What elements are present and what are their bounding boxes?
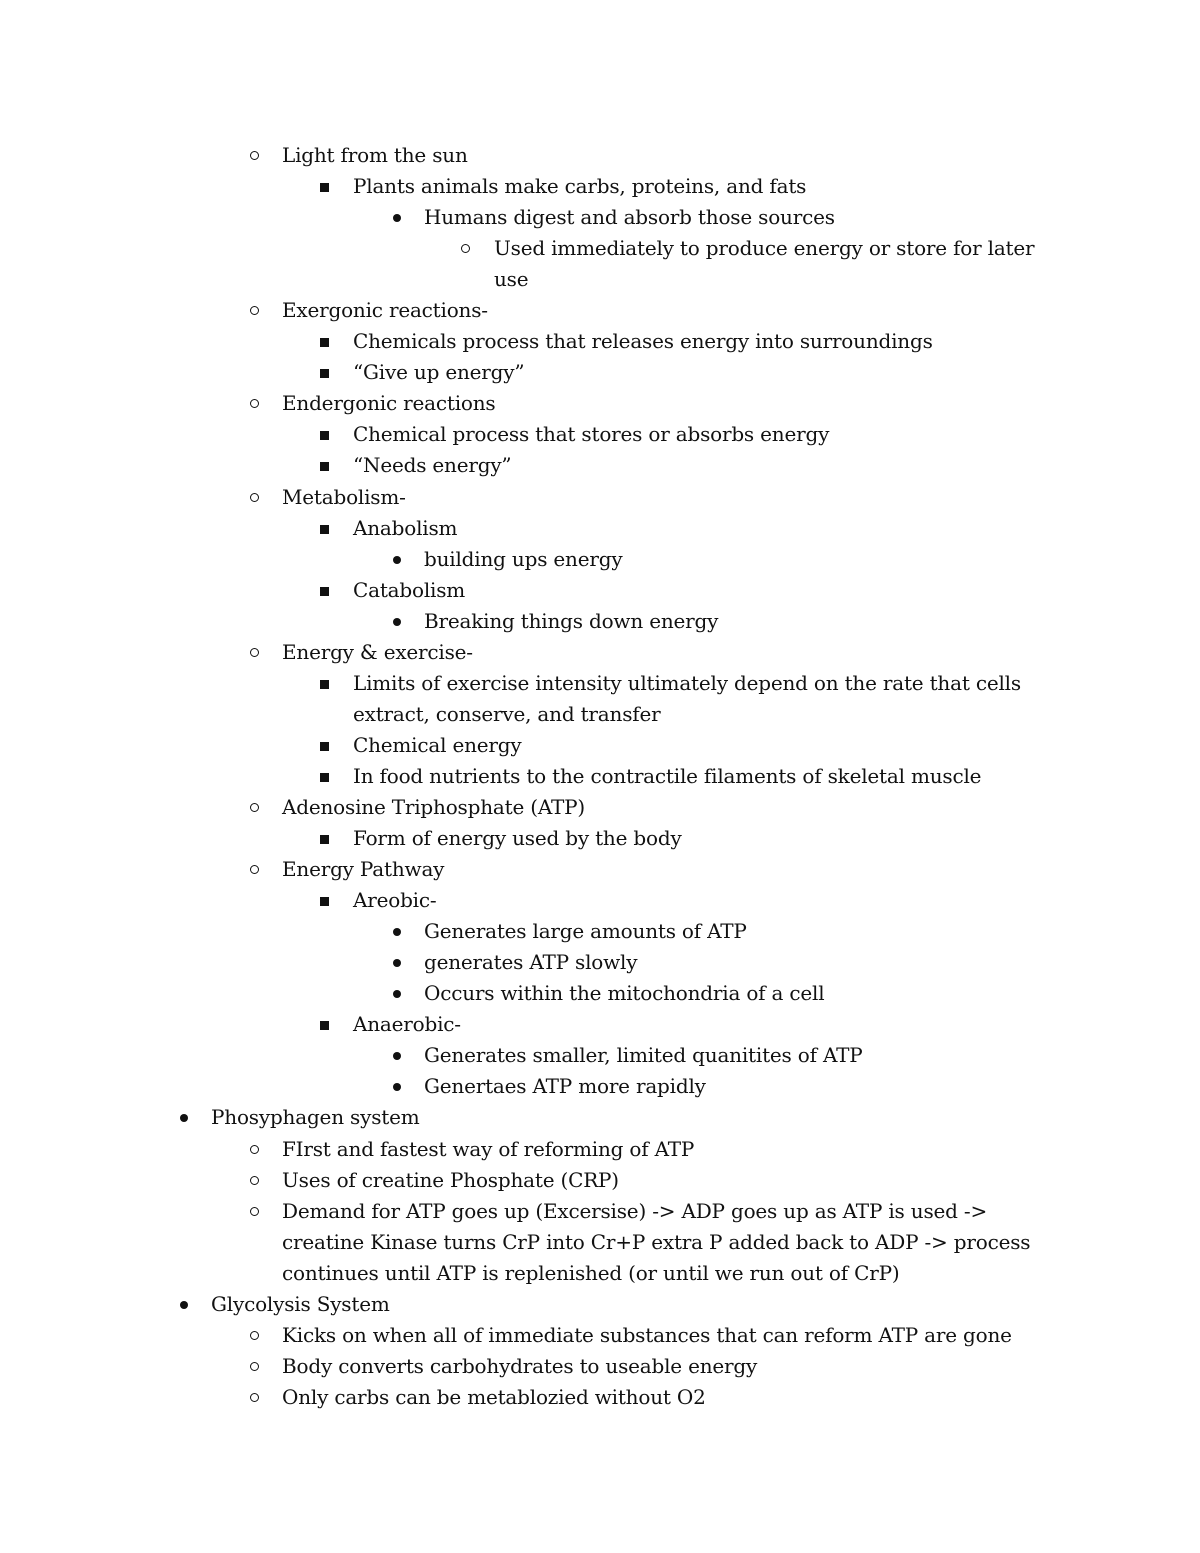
- outline-item-text: Energy Pathway: [282, 857, 445, 882]
- outline-item: [0, 140, 1200, 171]
- outline-item: [0, 1165, 1200, 1196]
- outline-item-text: Exergonic reactions-: [282, 298, 488, 323]
- square-bullet-icon: [317, 885, 337, 916]
- outline-item: [0, 1382, 1200, 1413]
- outline-item: [0, 668, 1200, 699]
- outline-item-text: Body converts carbohydrates to useable energy: [282, 1353, 758, 1378]
- circle-bullet-icon: [247, 1165, 267, 1196]
- outline-item-text: Generates smaller, limited quanitites of ATP: [424, 1043, 863, 1068]
- outline-item-text: Chemical process that stores or absorbs energy: [353, 422, 830, 447]
- outline-item: [0, 202, 1200, 233]
- disc-bullet-icon: [175, 1289, 195, 1320]
- square-bullet-icon: [317, 823, 337, 854]
- outline-item: [0, 1289, 1200, 1320]
- outline-item-text: Genertaes ATP more rapidly: [424, 1074, 706, 1099]
- outline-item: [0, 419, 1200, 450]
- outline-item: [0, 947, 1200, 978]
- outline-item: [0, 1040, 1200, 1071]
- outline-item: [0, 388, 1200, 419]
- outline-item-text: Light from the sun: [282, 143, 468, 167]
- outline-item-text: Areobic-: [353, 888, 437, 913]
- outline-item-text: Glycolysis System: [211, 1291, 390, 1316]
- outline-item: [0, 606, 1200, 637]
- outline-item-text: Occurs within the mitochondria of a cell: [424, 981, 825, 1006]
- circle-bullet-icon: [247, 1196, 267, 1227]
- outline-item: [0, 575, 1200, 606]
- outline-item-text: Phosyphagen system: [211, 1105, 420, 1130]
- outline-item-text: extract, conserve, and transfer: [353, 701, 661, 726]
- disc-bullet-icon: [388, 1040, 408, 1071]
- disc-bullet-icon: [388, 606, 408, 637]
- outline-item: [0, 1351, 1200, 1382]
- outline-item-text: Anabolism: [353, 515, 458, 540]
- circle-bullet-icon: [247, 482, 267, 513]
- circle-bullet-icon: [247, 295, 267, 326]
- circle-bullet-icon: [247, 1382, 267, 1413]
- disc-bullet-icon: [175, 1102, 195, 1133]
- outline-continuation-line: [0, 699, 1200, 730]
- outline-continuation-line: [0, 264, 1200, 295]
- square-bullet-icon: [317, 171, 337, 202]
- outline-item: [0, 357, 1200, 388]
- outline-item: [0, 792, 1200, 823]
- outline-item-text: Endergonic reactions: [282, 391, 496, 416]
- outline-item-text: Used immediately to produce energy or store for later: [494, 236, 1035, 261]
- outline-item-text: Form of energy used by the body: [353, 826, 682, 851]
- disc-bullet-icon: [388, 202, 408, 233]
- square-bullet-icon: [317, 575, 337, 606]
- outline-item: [0, 978, 1200, 1009]
- circle-bullet-icon: [247, 388, 267, 419]
- outline-item-text: “Give up energy”: [353, 360, 525, 385]
- outline-item-text: Chemical energy: [353, 732, 522, 757]
- outline-item: [0, 482, 1200, 513]
- outline-item: [0, 854, 1200, 885]
- square-bullet-icon: [317, 513, 337, 544]
- outline-item: [0, 295, 1200, 326]
- circle-bullet-icon: [247, 854, 267, 885]
- outline-item: [0, 1320, 1200, 1351]
- outline-item-text: Demand for ATP goes up (Excersise) -> ADP goes up as ATP is used ->: [282, 1198, 988, 1223]
- square-bullet-icon: [317, 419, 337, 450]
- square-bullet-icon: [317, 761, 337, 792]
- outline-item-text: use: [494, 267, 529, 292]
- outline-item: [0, 513, 1200, 544]
- outline-item-text: Uses of creatine Phosphate (CRP): [282, 1167, 619, 1192]
- circle-bullet-icon: [247, 1320, 267, 1351]
- document-page: [0, 140, 1200, 1413]
- circle-bullet-icon: [247, 637, 267, 668]
- outline-item-text: Generates large amounts of ATP: [424, 919, 747, 944]
- square-bullet-icon: [317, 326, 337, 357]
- outline-item-text: Anaerobic-: [353, 1012, 461, 1037]
- outline-item-text: “Needs energy”: [353, 453, 512, 478]
- outline-item: [0, 885, 1200, 916]
- disc-bullet-icon: [388, 1071, 408, 1102]
- outline-continuation-line: [0, 1227, 1200, 1258]
- circle-bullet-icon: [247, 792, 267, 823]
- outline-item: [0, 916, 1200, 947]
- disc-bullet-icon: [388, 947, 408, 978]
- outline-item: [0, 637, 1200, 668]
- square-bullet-icon: [317, 1009, 337, 1040]
- circle-bullet-icon: [247, 1351, 267, 1382]
- outline-item-text: Chemicals process that releases energy into surroundings: [353, 329, 933, 354]
- outline-item: [0, 326, 1200, 357]
- outline-item: [0, 233, 1200, 264]
- circle-bullet-icon: [247, 1134, 267, 1165]
- outline-item-text: Energy & exercise-: [282, 639, 473, 664]
- square-bullet-icon: [317, 450, 337, 481]
- outline-item-text: continues until ATP is replenished (or until we run out of CrP): [282, 1260, 900, 1285]
- circle-bullet-icon: [458, 233, 478, 264]
- disc-bullet-icon: [388, 544, 408, 575]
- disc-bullet-icon: [388, 978, 408, 1009]
- outline-item-text: Only carbs can be metablozied without O2: [282, 1384, 706, 1409]
- outline-item: [0, 544, 1200, 575]
- outline-item: [0, 823, 1200, 854]
- outline-item-text: Breaking things down energy: [424, 608, 719, 633]
- outline-continuation-line: [0, 1258, 1200, 1289]
- outline-item-text: Adenosine Triphosphate (ATP): [282, 794, 586, 819]
- outline-item: [0, 761, 1200, 792]
- outline-item: [0, 171, 1200, 202]
- outline-item: [0, 1071, 1200, 1102]
- square-bullet-icon: [317, 357, 337, 388]
- outline-item-text: Humans digest and absorb those sources: [424, 205, 835, 230]
- outline-item-text: Plants animals make carbs, proteins, and fats: [353, 174, 807, 199]
- square-bullet-icon: [317, 730, 337, 761]
- outline-item: [0, 1134, 1200, 1165]
- square-bullet-icon: [317, 668, 337, 699]
- outline-item: [0, 1009, 1200, 1040]
- outline-item-text: creatine Kinase turns CrP into Cr+P extra P added back to ADP -> process: [282, 1229, 1031, 1254]
- outline-item-text: building ups energy: [424, 546, 623, 571]
- outline-item: [0, 1102, 1200, 1133]
- outline-item: [0, 450, 1200, 481]
- outline-item-text: Metabolism-: [282, 484, 406, 509]
- outline-item-text: generates ATP slowly: [424, 950, 638, 975]
- outline-item: [0, 1196, 1200, 1227]
- outline-item-text: Catabolism: [353, 577, 466, 602]
- outline-item: [0, 730, 1200, 761]
- outline-item-text: Kicks on when all of immediate substances that can reform ATP are gone: [282, 1322, 1012, 1347]
- disc-bullet-icon: [388, 916, 408, 947]
- outline-item-text: Limits of exercise intensity ultimately depend on the rate that cells: [353, 670, 1021, 695]
- outline-item-text: In food nutrients to the contractile filaments of skeletal muscle: [353, 763, 982, 788]
- circle-bullet-icon: [247, 140, 267, 171]
- outline-item-text: FIrst and fastest way of reforming of ATP: [282, 1136, 695, 1161]
